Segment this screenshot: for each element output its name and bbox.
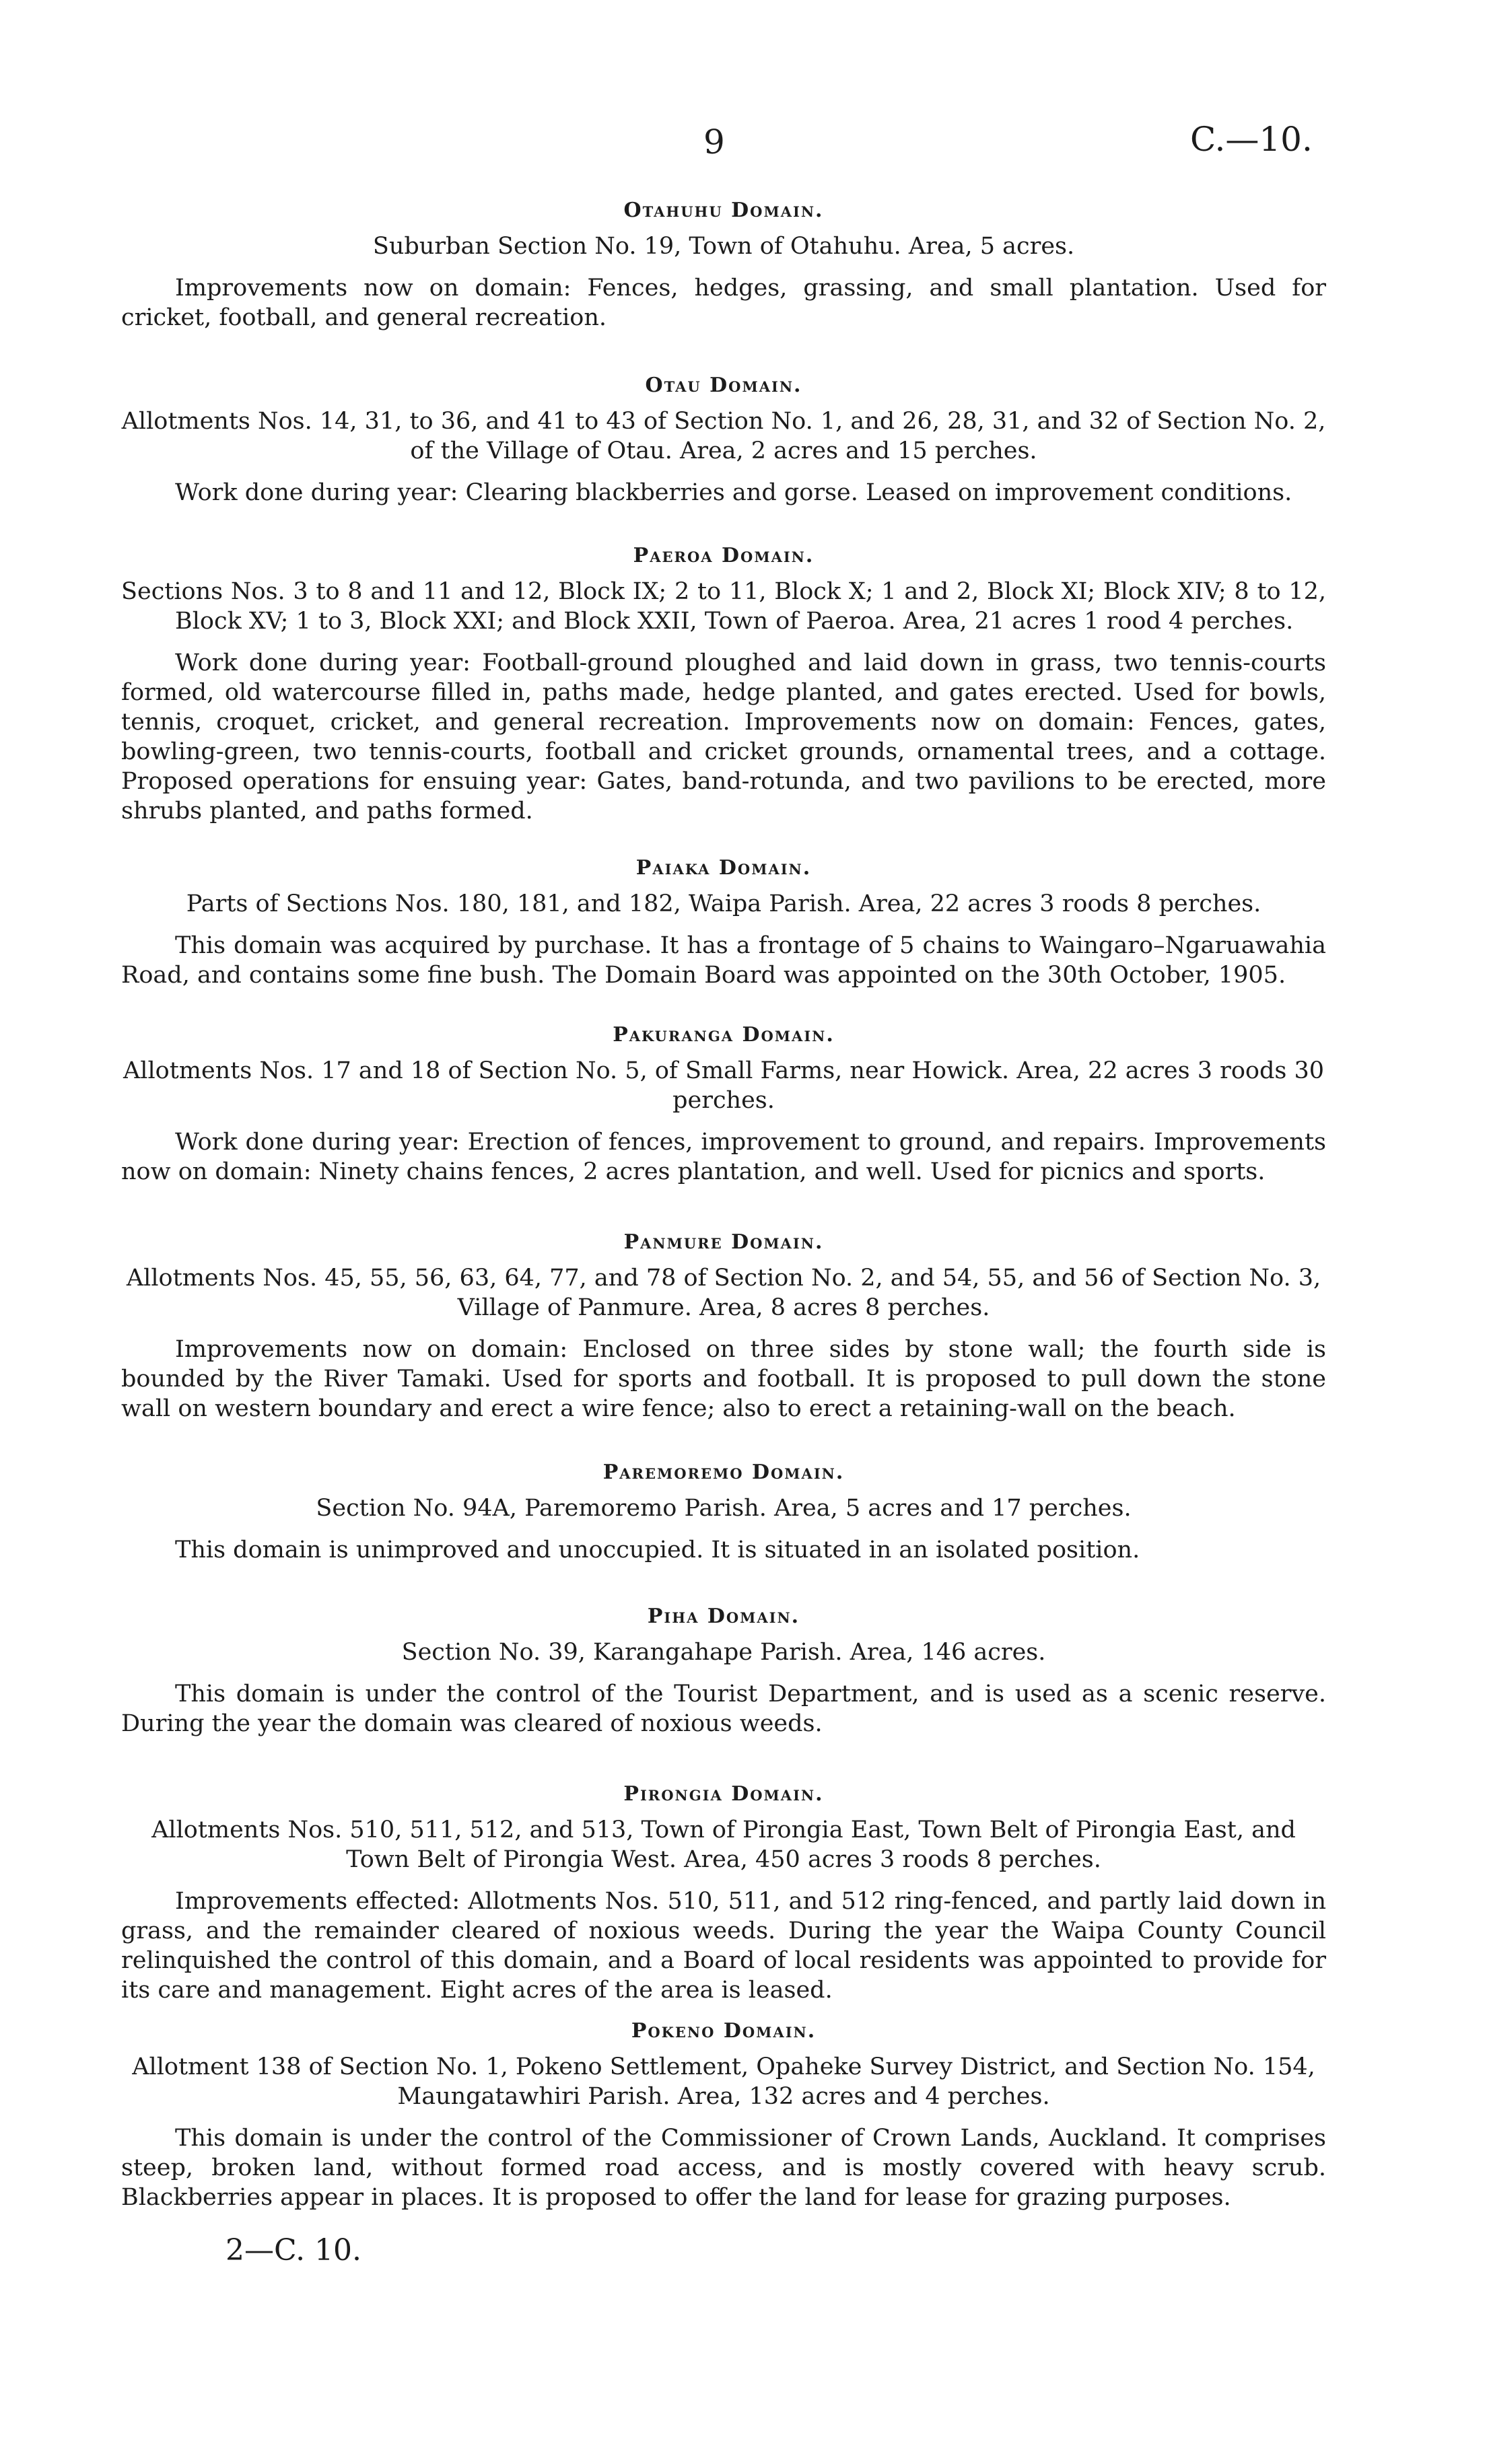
section-title: Paremoremo Domain. — [602, 1460, 845, 1484]
domain-section-pirongia — [121, 1782, 1326, 2010]
section-paragraph: This domain is under the control of the Commissioner of Crown Lands, Auckland. It comprises steep, broken land, without formed road access, and is mostly covered with heavy scrub. Blackberries appear in places. It is proposed to offer the land for lease for grazing purposes. — [121, 2125, 1326, 2211]
section-heading: Allotments Nos. 510, 511, 512, and 513, Town of Pirongia East, Town Belt of Pirongia East, and Town Belt of Pirongia West. Area, 450 acres 3 roods 8 perches. — [151, 1817, 1296, 1873]
section-paragraph: Improvements effected: Allotments Nos. 510, 511, and 512 ring-fenced, and partly laid down in grass, and the remainder cleared of noxious weeds. During the year the Waipa County Council relinquished the control of this domain, and a Board of local residents was appointed to provide for its care and management. Eight acres of the area is leased. — [121, 1888, 1326, 2004]
section-paragraph: Work done during year: Erection of fences, improvement to ground, and repairs. Improvements now on domain: Ninety chains fences, 2 acres plantation, and well. Used for picnics and sports. — [121, 1129, 1326, 1185]
section-title: Otau Domain. — [645, 374, 802, 397]
domain-section-piha — [121, 1605, 1326, 1744]
section-title: Panmure Domain. — [623, 1230, 824, 1254]
domain-section-paiaka — [121, 856, 1326, 995]
section-heading: Section No. 39, Karangahape Parish. Area, 146 acres. — [401, 1639, 1046, 1666]
domain-section-pakuranga — [121, 1023, 1326, 1192]
section-heading: Allotments Nos. 45, 55, 56, 63, 64, 77, and 78 of Section No. 2, and 54, 55, and 56 of Section No. 3, Village of Panmure. Area, 8 acres 8 perches. — [126, 1265, 1321, 1321]
signature-mark: 2—C. 10. — [226, 2233, 362, 2267]
section-heading: Allotments Nos. 17 and 18 of Section No. 5, of Small Farms, near Howick. Area, 22 acres 3 roods 30 perches. — [123, 1057, 1325, 1114]
section-heading: Section No. 94A, Paremoremo Parish. Area, 5 acres and 17 perches. — [316, 1495, 1132, 1522]
section-title: Piha Domain. — [647, 1605, 800, 1628]
section-heading: Sections Nos. 3 to 8 and 11 and 12, Block IX; 2 to 11, Block X; 1 and 2, Block XI; Block XIV; 8 to 12, Block XV; 1 to 3, Block XXI; and Block XXII, Town of Paeroa. Area, 21 acres 1 rood 4 perches. — [121, 578, 1326, 635]
section-paragraph: This domain is under the control of the Tourist Department, and is used as a scenic reserve. During the year the domain was cleared of noxious weeds. — [121, 1681, 1326, 1737]
section-title: Pakuranga Domain. — [613, 1023, 835, 1047]
section-paragraph: Work done during year: Clearing blackberries and gorse. Leased on improvement conditions. — [175, 479, 1292, 506]
section-title: Otahuhu Domain. — [623, 199, 824, 222]
section-heading: Allotment 138 of Section No. 1, Pokeno Settlement, Opaheke Survey District, and Section No. 154, Maungatawhiri Parish. Area, 132 acres and 4 perches. — [132, 2053, 1315, 2110]
section-paragraph: Work done during year: Football-ground ploughed and laid down in grass, two tennis-courts formed, old watercourse filled in, paths made, hedge planted, and gates erected. Used for bowls, tennis, croquet, cricket, and general recreation. Improvements now on domain: Fences, gates, bowling-green, two tennis-courts, football and cricket grounds, ornamental trees, and a cottage. Proposed operations for ensuing year: Gates, band-rotunda, and two pavilions to be erected, more shrubs planted, and paths formed. — [121, 649, 1326, 824]
section-title: Paeroa Domain. — [633, 544, 815, 567]
section-paragraph: This domain is unimproved and unoccupied. It is situated in an isolated position. — [175, 1537, 1140, 1563]
domain-section-otau — [121, 374, 1326, 513]
section-title: Pirongia Domain. — [623, 1782, 824, 1806]
section-heading: Parts of Sections Nos. 180, 181, and 182, Waipa Parish. Area, 22 acres 3 roods 8 perches. — [186, 890, 1261, 917]
domain-section-panmure — [121, 1230, 1326, 1429]
section-title: Pokeno Domain. — [631, 2019, 817, 2043]
section-heading: Allotments Nos. 14, 31, to 36, and 41 to 43 of Section No. 1, and 26, 28, 31, and 32 of Section No. 2, of the Village of Otau. Area, 2 acres and 15 perches. — [121, 408, 1326, 464]
document-code: C.—10. — [1190, 120, 1313, 159]
domain-section-otahuhu — [121, 199, 1326, 338]
domain-section-pokeno — [121, 2019, 1326, 2218]
section-paragraph: Improvements now on domain: Enclosed on three sides by stone wall; the fourth side is bounded by the River Tamaki. Used for sports and football. It is proposed to pull down the stone wall on western boundary and erect a wire fence; also to erect a retaining-wall on the beach. — [121, 1336, 1326, 1422]
page-number: 9 — [703, 122, 725, 162]
domain-section-paremoremo — [121, 1460, 1326, 1570]
section-title: Paiaka Domain. — [635, 856, 812, 880]
section-paragraph: This domain was acquired by purchase. It has a frontage of 5 chains to Waingaro–Ngaruawahia Road, and contains some fine bush. The Domain Board was appointed on the 30th October, 1905. — [121, 932, 1326, 989]
section-paragraph: Improvements now on domain: Fences, hedges, grassing, and small plantation. Used for cricket, football, and general recreation. — [121, 275, 1326, 331]
domain-section-paeroa — [121, 544, 1326, 831]
section-heading: Suburban Section No. 19, Town of Otahuhu. Area, 5 acres. — [372, 233, 1075, 260]
